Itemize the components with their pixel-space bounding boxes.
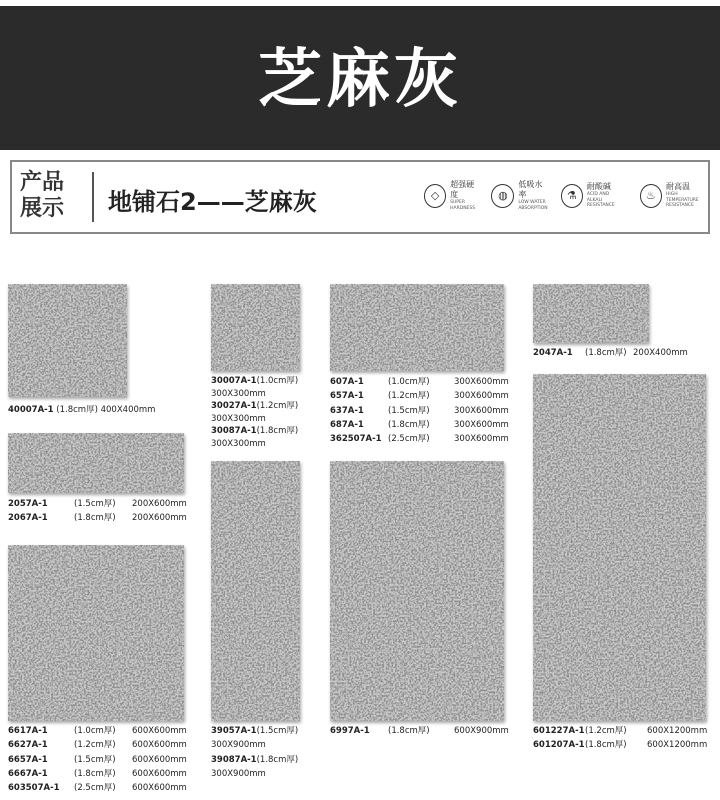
product-code: 601227A-1 bbox=[533, 726, 585, 736]
product-code: 6617A-1 bbox=[8, 726, 48, 736]
dimensions: 300X600mm bbox=[454, 419, 509, 430]
product-code: 2047A-1 bbox=[533, 348, 573, 358]
spec-row bbox=[533, 738, 707, 752]
dimensions: 300X600mm bbox=[454, 434, 509, 445]
thickness: (1.0cm厚) bbox=[388, 377, 430, 387]
tile-300x600 bbox=[330, 284, 504, 371]
spec-list-200x400 bbox=[533, 346, 688, 360]
dimensions: 300X300mm bbox=[211, 388, 266, 399]
thickness: (1.8cm厚) bbox=[256, 426, 299, 436]
spec-row bbox=[330, 724, 509, 738]
product-code: 39087A-1 bbox=[211, 754, 257, 765]
tile-200x400 bbox=[533, 284, 649, 343]
product-code: 607A-1 bbox=[330, 377, 364, 387]
thickness: (1.8cm厚) bbox=[388, 419, 430, 430]
spec-row bbox=[8, 511, 187, 525]
dimensions: 400X400mm bbox=[100, 405, 156, 415]
spec-row bbox=[8, 767, 187, 781]
thickness: (1.8cm厚) bbox=[74, 513, 116, 524]
spec-row bbox=[211, 400, 298, 413]
spec-row bbox=[8, 497, 187, 511]
dimensions: 600X1200mm bbox=[647, 740, 708, 751]
product-code: 362507A-1 bbox=[330, 434, 382, 445]
title-banner bbox=[0, 0, 720, 150]
spec-list-300x900 bbox=[211, 724, 298, 781]
product-code: 6657A-1 bbox=[8, 754, 48, 765]
spec-row bbox=[330, 432, 509, 446]
dimensions: 200X600mm bbox=[132, 513, 187, 524]
product-display-label bbox=[20, 170, 78, 224]
product-code: 603507A-1 bbox=[8, 783, 60, 794]
dimensions: 600X600mm bbox=[132, 740, 187, 751]
dimensions: 600X600mm bbox=[132, 754, 187, 765]
feature-absorption bbox=[491, 180, 548, 211]
product-code: 687A-1 bbox=[330, 419, 364, 430]
thickness: (1.5cm厚) bbox=[388, 405, 430, 416]
header-divider bbox=[92, 172, 94, 222]
dimensions: 600X1200mm bbox=[647, 726, 708, 736]
thickness: (1.8cm厚) bbox=[74, 768, 116, 779]
tile-600x600 bbox=[8, 545, 184, 721]
spec-list-300x600 bbox=[330, 375, 509, 446]
spec-row bbox=[8, 753, 187, 767]
spec-row bbox=[330, 404, 509, 418]
product-code: 2067A-1 bbox=[8, 513, 48, 524]
dimensions: 300X600mm bbox=[454, 377, 509, 387]
dimensions: 600X600mm bbox=[132, 768, 187, 779]
feature-hardness bbox=[424, 180, 479, 211]
spec-list-600x1200 bbox=[533, 724, 707, 753]
spec-row bbox=[533, 724, 707, 738]
spec-size-row bbox=[211, 388, 298, 401]
product-label-line1: 产品 bbox=[20, 170, 65, 195]
thickness: (1.0cm厚) bbox=[74, 726, 116, 736]
spec-row bbox=[330, 375, 509, 389]
tile-300x300 bbox=[211, 284, 300, 371]
thickness: (2.5cm厚) bbox=[74, 783, 116, 794]
spec-list-400x400 bbox=[8, 403, 155, 417]
water-drop-icon: ◍ bbox=[491, 184, 514, 208]
banner-title: 芝麻灰 bbox=[258, 43, 462, 117]
thickness: (1.2cm厚) bbox=[256, 401, 299, 411]
flame-icon: ♨ bbox=[640, 184, 662, 208]
dimensions: 300X900mm bbox=[211, 740, 266, 751]
dimensions: 300X600mm bbox=[454, 405, 509, 416]
product-label-line2: 展示 bbox=[20, 196, 65, 221]
product-header bbox=[10, 160, 710, 234]
spec-row bbox=[211, 425, 298, 438]
feature-heat-resistance bbox=[640, 180, 708, 211]
spec-row bbox=[211, 375, 298, 388]
product-code: 6667A-1 bbox=[8, 768, 48, 779]
dimensions: 200X600mm bbox=[132, 499, 187, 509]
product-code: 6627A-1 bbox=[8, 740, 48, 751]
feature-label: 耐酸碱 bbox=[586, 182, 611, 192]
thickness: (1.8cm厚) bbox=[585, 348, 627, 358]
acid-resist-icon: ⚗ bbox=[561, 184, 583, 208]
spec-size-row bbox=[211, 413, 298, 426]
product-code: 30087A-1 bbox=[211, 426, 257, 436]
thickness: (1.5cm厚) bbox=[256, 726, 299, 736]
feature-acid-resistance bbox=[561, 180, 628, 211]
feature-label: 耐高温 bbox=[666, 182, 691, 192]
dimensions: 600X600mm bbox=[132, 726, 187, 736]
spec-row bbox=[211, 753, 298, 767]
product-code: 30027A-1 bbox=[211, 401, 257, 411]
spec-list-200x600 bbox=[8, 497, 187, 526]
thickness: (1.8cm厚) bbox=[56, 405, 98, 415]
feature-label-en: ACID AND ALKALI RESISTANCE bbox=[586, 192, 615, 209]
spec-row bbox=[330, 418, 509, 432]
diamond-icon: ◇ bbox=[424, 184, 446, 208]
feature-label: 超强硬度 bbox=[450, 180, 475, 199]
spec-size-row bbox=[211, 767, 298, 781]
dimensions: 300X300mm bbox=[211, 438, 266, 449]
product-code: 6997A-1 bbox=[330, 726, 370, 736]
thickness: (1.8cm厚) bbox=[388, 726, 430, 736]
dimensions: 300X600mm bbox=[454, 391, 509, 402]
product-code: 637A-1 bbox=[330, 405, 364, 416]
tile-200x600 bbox=[8, 433, 184, 493]
tile-400x400 bbox=[8, 284, 127, 397]
thickness: (1.2cm厚) bbox=[388, 391, 430, 402]
dimensions: 200X400mm bbox=[633, 348, 688, 358]
spec-row bbox=[8, 781, 187, 795]
spec-row bbox=[8, 738, 187, 752]
feature-label-en: HIGH TEMPERATURE RESISTANCE bbox=[666, 192, 699, 209]
dimensions: 300X900mm bbox=[211, 768, 266, 779]
thickness: (2.5cm厚) bbox=[388, 434, 430, 445]
thickness: (1.8cm厚) bbox=[585, 740, 627, 751]
feature-label-en: LOW WATER ABSORPTION bbox=[518, 200, 548, 211]
spec-row bbox=[8, 403, 155, 417]
tile-600x900 bbox=[330, 461, 504, 721]
spec-list-600x900 bbox=[330, 724, 509, 738]
product-code: 2057A-1 bbox=[8, 499, 48, 509]
spec-row bbox=[8, 724, 187, 738]
product-code: 39057A-1 bbox=[211, 726, 257, 736]
dimensions: 300X300mm bbox=[211, 413, 266, 424]
spec-size-row bbox=[211, 738, 298, 752]
series-title: 地铺石2——芝麻灰 bbox=[108, 188, 317, 216]
spec-row bbox=[211, 724, 298, 738]
product-code: 30007A-1 bbox=[211, 376, 257, 386]
spec-size-row bbox=[211, 438, 298, 451]
spec-row bbox=[533, 346, 688, 360]
thickness: (1.8cm厚) bbox=[256, 754, 299, 765]
thickness: (1.0cm厚) bbox=[256, 376, 299, 386]
banner-top-strip bbox=[0, 0, 720, 6]
tile-300x900 bbox=[211, 461, 300, 721]
dimensions: 600X900mm bbox=[454, 726, 509, 736]
thickness: (1.5cm厚) bbox=[74, 754, 116, 765]
spec-list-600x600 bbox=[8, 724, 187, 795]
spec-list-300x300 bbox=[211, 375, 298, 450]
thickness: (1.2cm厚) bbox=[585, 726, 627, 736]
product-code: 601207A-1 bbox=[533, 740, 585, 751]
tile-600x1200 bbox=[533, 374, 706, 721]
product-code: 40007A-1 bbox=[8, 405, 54, 415]
thickness: (1.2cm厚) bbox=[74, 740, 116, 751]
spec-row bbox=[330, 389, 509, 403]
dimensions: 600X600mm bbox=[132, 783, 187, 794]
feature-label-en: SUPER HARDNESS bbox=[450, 200, 476, 211]
thickness: (1.5cm厚) bbox=[74, 499, 116, 509]
product-code: 657A-1 bbox=[330, 391, 364, 402]
feature-label: 低吸水率 bbox=[518, 180, 543, 199]
feature-list bbox=[424, 180, 708, 211]
